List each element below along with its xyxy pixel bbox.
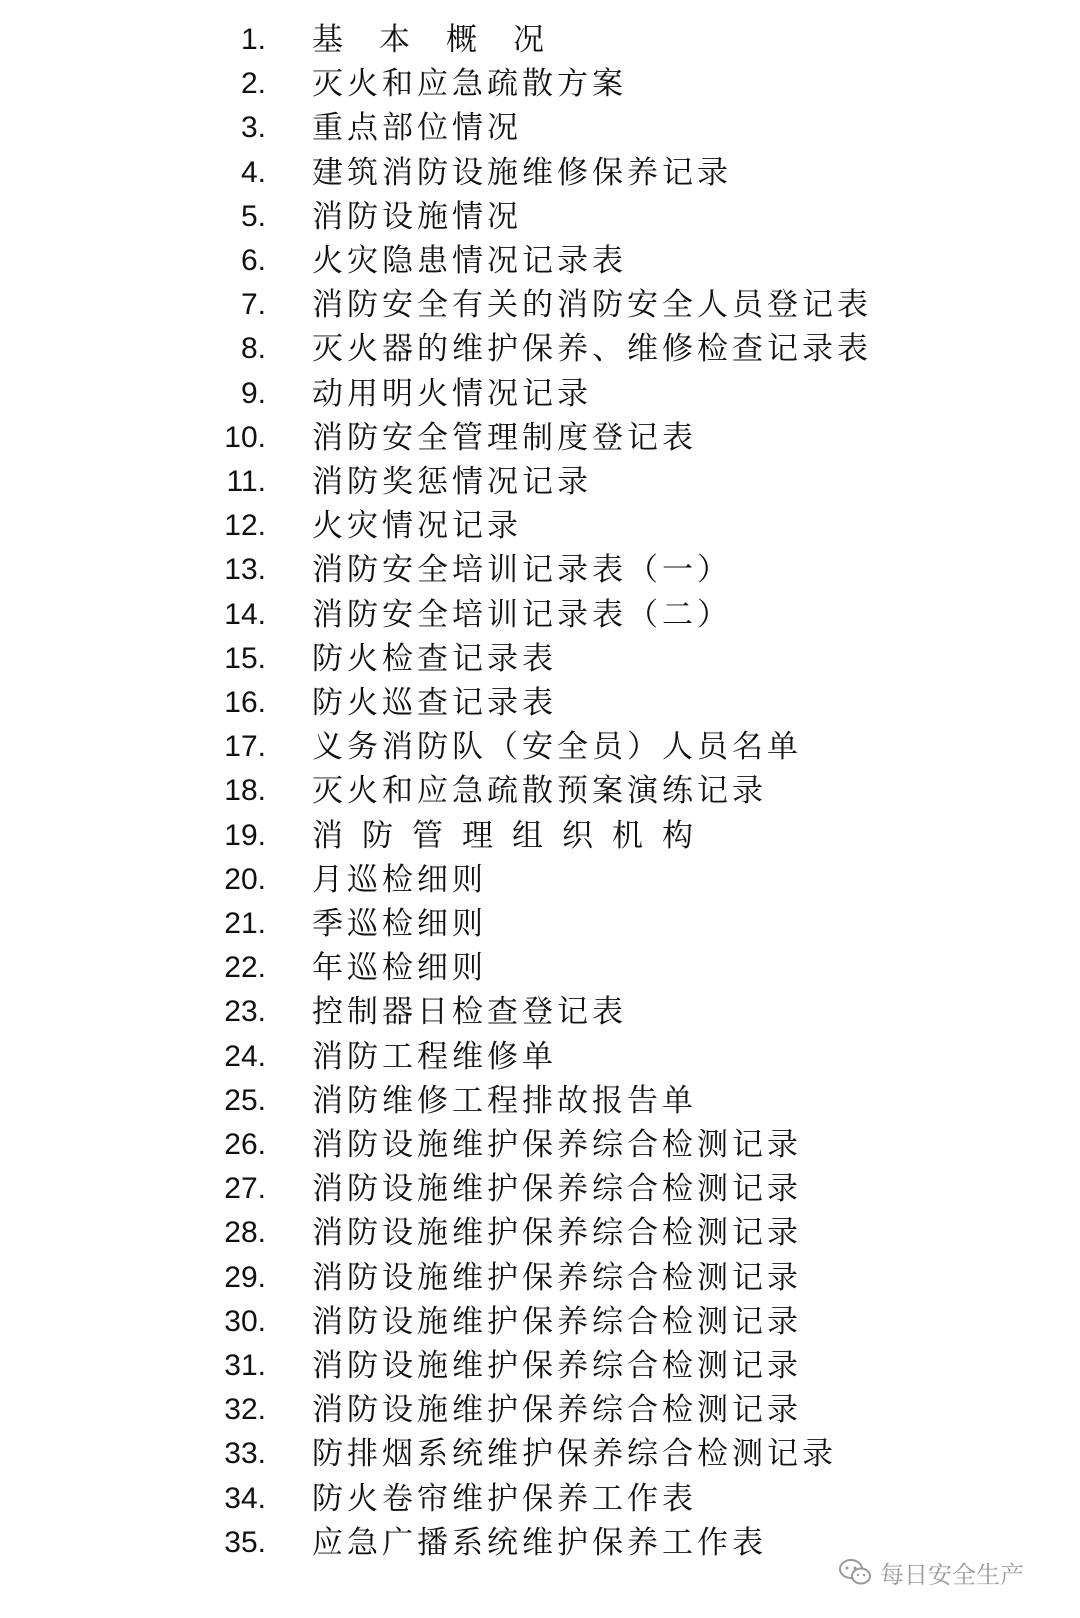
list-item-number: 8. <box>240 332 266 366</box>
list-item <box>0 1211 1080 1255</box>
list-item-label: 消防安全管理制度登记表 <box>312 419 697 456</box>
list-item <box>0 460 1080 504</box>
list-item-number: 15. <box>224 641 266 675</box>
list-item-label: 防火巡查记录表 <box>312 685 557 721</box>
list-item-number: 26. <box>224 1128 266 1161</box>
list-item-label: 消防维修工程排故报告单 <box>312 1082 697 1119</box>
list-item <box>0 1256 1080 1300</box>
list-item-number: 19. <box>224 818 266 852</box>
list-item <box>0 62 1080 106</box>
list-item-label: 消防安全培训记录表（二） <box>312 596 732 633</box>
list-item-label: 基本概况 <box>312 22 580 58</box>
list-item-number: 34. <box>224 1481 266 1515</box>
list-item <box>0 239 1080 283</box>
list-item <box>0 593 1080 637</box>
list-item-number: 16. <box>224 686 266 719</box>
list-item <box>0 946 1080 990</box>
list-item-label: 灭火和应急疏散预案演练记录 <box>312 773 767 810</box>
list-item-number: 18. <box>224 774 266 808</box>
list-item-label: 消防安全有关的消防安全人员登记表 <box>312 287 872 324</box>
list-item-label: 建筑消防设施维修保养记录 <box>312 154 732 191</box>
list-item-number: 24. <box>224 1039 266 1073</box>
list-item-number: 12. <box>224 509 266 543</box>
list-item <box>0 504 1080 548</box>
list-item-number: 17. <box>224 730 266 764</box>
list-item-label: 消防设施维护保养综合检测记录 <box>312 1348 802 1384</box>
list-item <box>0 637 1080 681</box>
list-item-number: 21. <box>224 907 266 940</box>
list-item-label: 月巡检细则 <box>312 861 487 898</box>
list-item-number: 22. <box>224 951 266 985</box>
list-item-number: 20. <box>224 862 266 896</box>
list-item <box>0 372 1080 416</box>
list-item-number: 11. <box>226 465 266 498</box>
wechat-icon <box>838 1558 872 1586</box>
list-item <box>0 195 1080 239</box>
list-item-label: 火灾隐患情况记录表 <box>312 243 627 279</box>
list-item-label: 消防管理组织机构 <box>312 817 712 854</box>
list-item-label: 重点部位情况 <box>312 110 522 147</box>
list-item <box>0 814 1080 858</box>
list-item <box>0 1477 1080 1521</box>
list-item-number: 1. <box>240 23 266 56</box>
list-item <box>0 1035 1080 1079</box>
list-item-number: 33. <box>224 1437 266 1471</box>
list-item <box>0 548 1080 592</box>
list-item-label: 年巡检细则 <box>312 950 487 987</box>
list-item <box>0 1079 1080 1123</box>
list-item-label: 灭火和应急疏散方案 <box>312 66 627 103</box>
list-item-label: 消防设施维护保养综合检测记录 <box>312 1303 802 1340</box>
list-item-number: 30. <box>224 1304 266 1338</box>
list-item-label: 消防设施维护保养综合检测记录 <box>312 1171 802 1208</box>
list-item <box>0 151 1080 195</box>
list-item <box>0 416 1080 460</box>
list-item-label: 消防奖惩情况记录 <box>312 464 592 500</box>
list-item-label: 义务消防队（安全员）人员名单 <box>312 729 802 766</box>
list-item <box>0 327 1080 371</box>
list-item-label: 消防安全培训记录表（一） <box>312 552 732 589</box>
list-item <box>0 1300 1080 1344</box>
list-item-number: 23. <box>224 995 266 1029</box>
list-item <box>0 106 1080 150</box>
list-item-label: 防火卷帘维护保养工作表 <box>312 1480 697 1517</box>
list-item-number: 27. <box>224 1172 266 1206</box>
list-item-number: 7. <box>240 288 266 322</box>
list-item-label: 消防设施情况 <box>312 198 522 235</box>
list-item <box>0 858 1080 902</box>
list-item-number: 29. <box>224 1260 266 1294</box>
list-item-number: 13. <box>224 553 266 587</box>
list-item-number: 6. <box>240 244 266 277</box>
list-item-number: 32. <box>224 1393 266 1427</box>
list-item <box>0 18 1080 62</box>
list-item-number: 31. <box>224 1349 266 1382</box>
list-item-label: 消防工程维修单 <box>312 1038 557 1075</box>
list-item <box>0 990 1080 1034</box>
list-item <box>0 1167 1080 1211</box>
list-item-number: 9. <box>240 376 266 410</box>
list-item-number: 28. <box>224 1216 266 1250</box>
list-item <box>0 1388 1080 1432</box>
watermark <box>838 1552 1024 1592</box>
watermark-text: 每日安全生产 <box>880 1560 1024 1589</box>
list-item-number: 35. <box>224 1525 266 1559</box>
list-item-number: 2. <box>240 67 266 101</box>
list-item-number: 25. <box>224 1083 266 1117</box>
list-item-number: 5. <box>240 199 266 233</box>
list-item-label: 消防设施维护保养综合检测记录 <box>312 1392 802 1429</box>
list-item-label: 消防设施维护保养综合检测记录 <box>312 1215 802 1252</box>
list-item <box>0 681 1080 725</box>
list-item-label: 控制器日检查登记表 <box>312 994 627 1031</box>
list-item <box>0 902 1080 946</box>
list-item-label: 防排烟系统维护保养综合检测记录 <box>312 1436 837 1473</box>
list-item <box>0 283 1080 327</box>
list-item <box>0 725 1080 769</box>
list-item <box>0 1432 1080 1476</box>
list-item <box>0 1344 1080 1388</box>
list-item-number: 4. <box>240 155 266 189</box>
list-item-label: 灭火器的维护保养、维修检查记录表 <box>312 331 872 368</box>
list-item-label: 季巡检细则 <box>312 906 487 942</box>
list-item-label: 火灾情况记录 <box>312 508 522 545</box>
list-item-number: 10. <box>224 420 266 454</box>
list-item-label: 消防设施维护保养综合检测记录 <box>312 1259 802 1296</box>
list-item-label: 应急广播系统维护保养工作表 <box>312 1524 767 1561</box>
list-item-number: 14. <box>224 597 266 631</box>
list-item <box>0 1123 1080 1167</box>
list-item-number: 3. <box>240 111 266 145</box>
list-item-label: 消防设施维护保养综合检测记录 <box>312 1127 802 1163</box>
list-item-label: 动用明火情况记录 <box>312 375 592 412</box>
list-item <box>0 769 1080 813</box>
list-item-label: 防火检查记录表 <box>312 640 557 677</box>
